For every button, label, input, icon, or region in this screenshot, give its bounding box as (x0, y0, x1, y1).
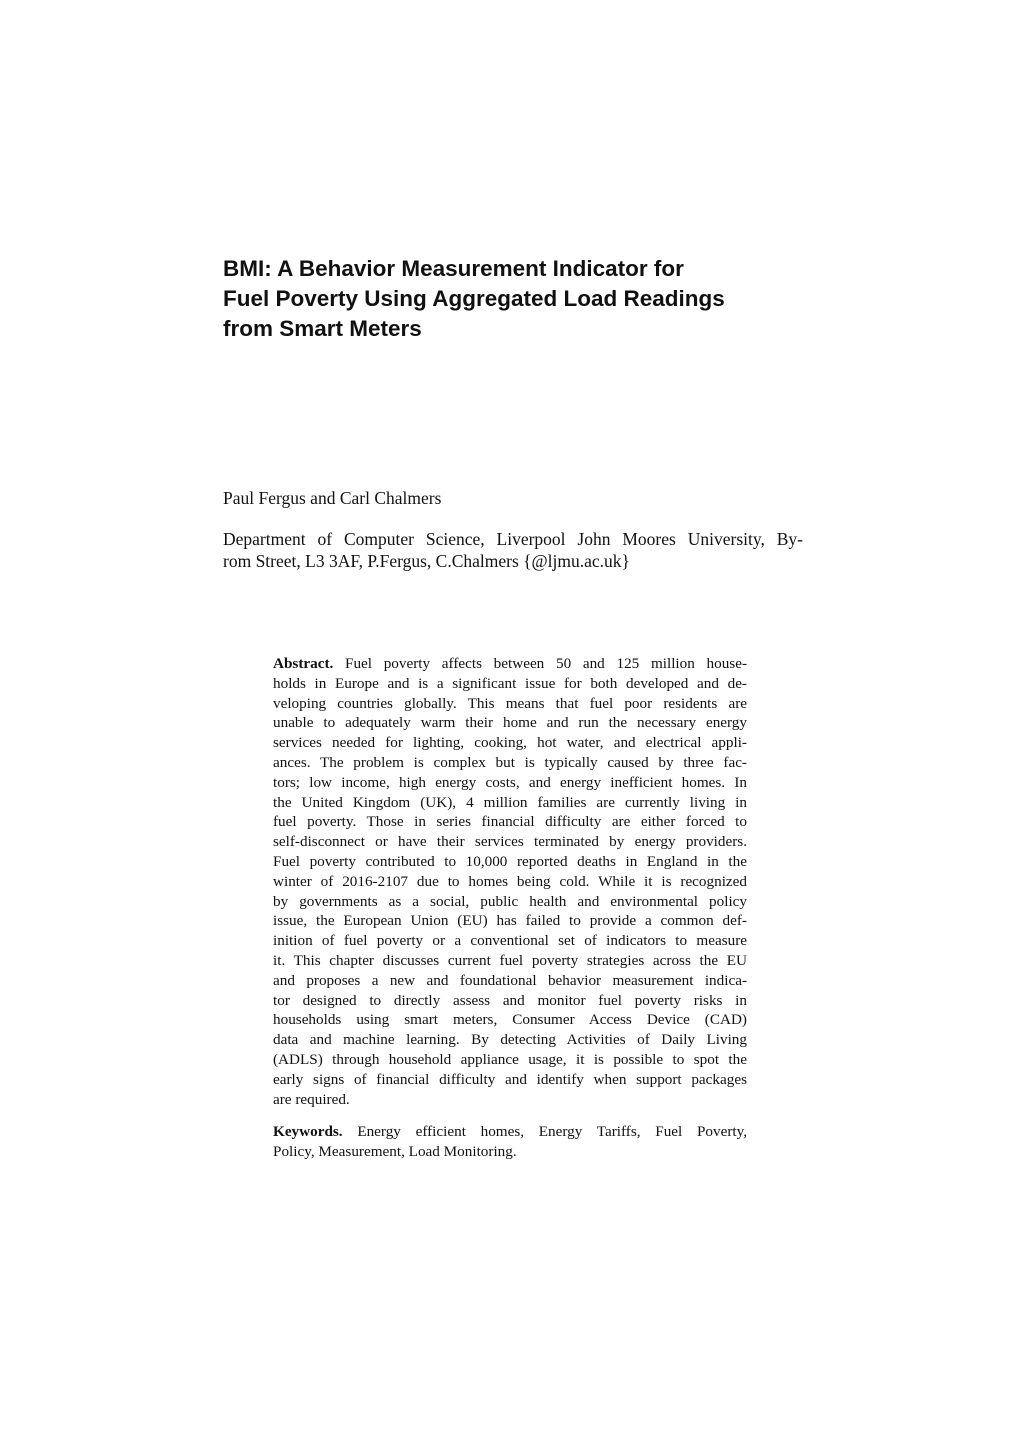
affiliation (223, 528, 803, 572)
abstract-line: fuel poverty. Those in series financial difficulty are either forced to (273, 813, 747, 831)
author-list: Paul Fergus and Carl Chalmers (223, 488, 442, 508)
abstract-line: early signs of financial difficulty and identify when support packages (273, 1070, 747, 1088)
abstract-line: households using smart meters, Consumer Access Device (CAD) (273, 1011, 747, 1029)
abstract-line: (ADLS) through household appliance usage, it is possible to spot the (273, 1050, 747, 1068)
abstract-line: tor designed to directly assess and monitor fuel poverty risks in (273, 991, 747, 1009)
abstract-line: it. This chapter discusses current fuel poverty strategies across the EU (273, 951, 747, 969)
title-line: from Smart Meters (223, 316, 422, 341)
abstract-line: ances. The problem is complex but is typically caused by three fac- (273, 753, 747, 771)
abstract-line: and proposes a new and foundational behavior measurement indica- (273, 971, 747, 989)
abstract-line: by governments as a social, public health and environmental policy (273, 892, 747, 910)
abstract-line: inition of fuel poverty or a conventional set of indicators to measure (273, 932, 747, 950)
affiliation-line: rom Street, L3 3AF, P.Fergus, C.Chalmers {@ljmu.ac.uk} (223, 551, 630, 571)
abstract-line: services needed for lighting, cooking, hot water, and electrical appli- (273, 734, 747, 752)
keywords-label: Keywords. (273, 1123, 343, 1140)
abstract-line: self-disconnect or have their services terminated by energy providers. (273, 833, 747, 851)
abstract-line: are required. (273, 1090, 350, 1108)
abstract-line: veloping countries globally. This means that fuel poor residents are (273, 694, 747, 712)
abstract-line: issue, the European Union (EU) has failed to provide a common def- (273, 912, 747, 930)
abstract-text: Fuel poverty affects between 50 and 125 million house- (345, 655, 748, 672)
abstract-line: holds in Europe and is a significant issue for both developed and de- (273, 674, 747, 692)
abstract-line: the United Kingdom (UK), 4 million families are currently living in (273, 793, 747, 811)
title-line: BMI: A Behavior Measurement Indicator for (223, 256, 684, 281)
abstract-line: winter of 2016-2107 due to homes being cold. While it is recognized (273, 872, 747, 890)
abstract (273, 654, 747, 1109)
abstract-line: tors; low income, high energy costs, and energy inefficient homes. In (273, 773, 747, 791)
keywords-line: Policy, Measurement, Load Monitoring. (273, 1142, 517, 1160)
paper-title (223, 254, 823, 344)
keywords-line (273, 1122, 747, 1142)
title-line: Fuel Poverty Using Aggregated Load Readings (223, 286, 725, 311)
abstract-line (273, 654, 747, 674)
affiliation-line: Department of Computer Science, Liverpool John Moores University, By- (223, 529, 803, 549)
abstract-line: Fuel poverty contributed to 10,000 reported deaths in England in the (273, 852, 747, 870)
abstract-label: Abstract. (273, 655, 334, 672)
keywords (273, 1122, 747, 1162)
abstract-line: unable to adequately warm their home and run the necessary energy (273, 714, 747, 732)
keywords-text: Energy efficient homes, Energy Tariffs, Fuel Poverty, (357, 1123, 747, 1140)
abstract-line: data and machine learning. By detecting Activities of Daily Living (273, 1031, 747, 1049)
